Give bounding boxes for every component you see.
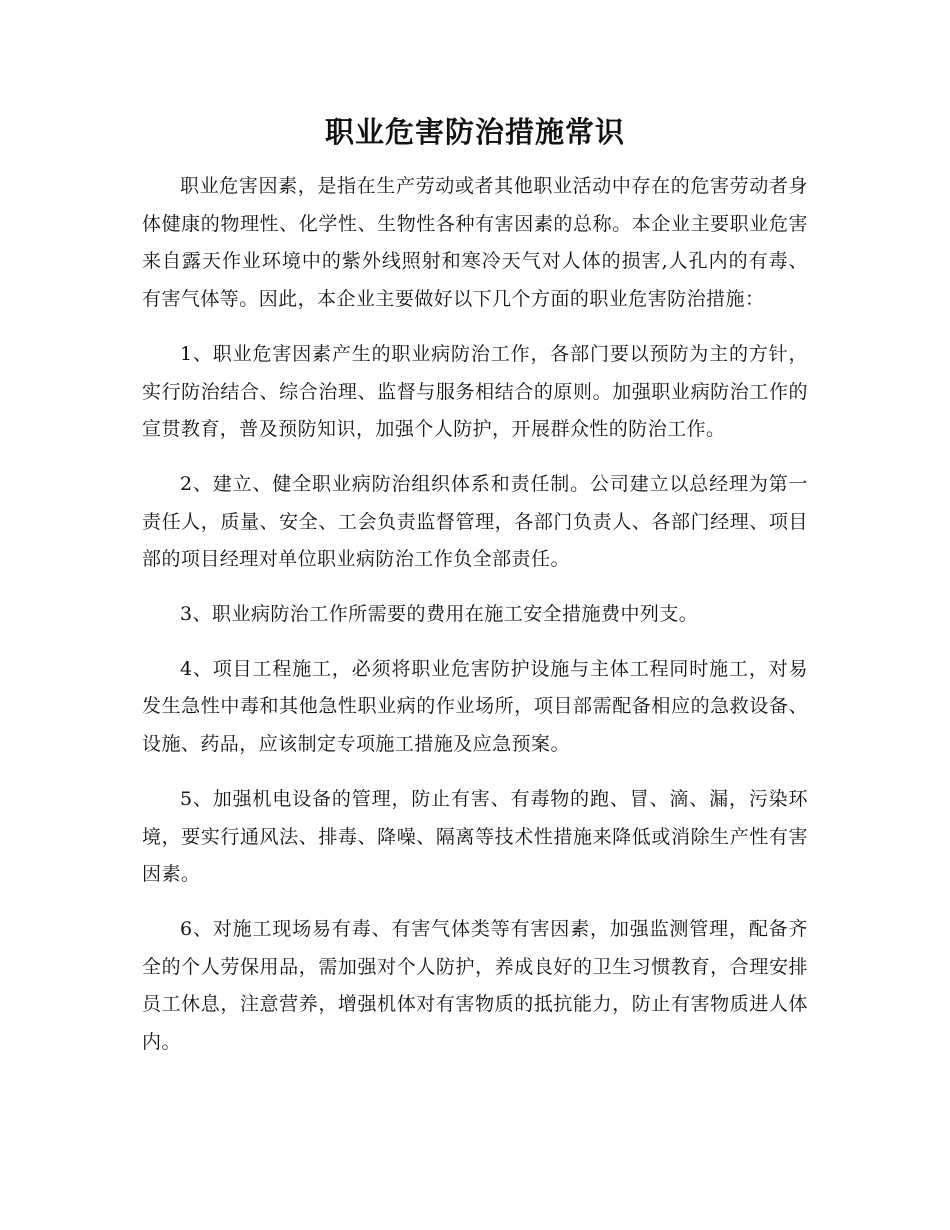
measure-paragraph-4: 4、项目工程施工，必须将职业危害防护设施与主体工程同时施工，对易发生急性中毒和其他急性职业病的作业场所，项目部需配备相应的急救设备、设施、药品，应该制定专项施工措施及应急预案。 <box>142 657 808 756</box>
document-page <box>142 0 808 1062</box>
measure-paragraph-1: 1、职业危害因素产生的职业病防治工作，各部门要以预防为主的方针，实行防治结合、综合治理、监督与服务相结合的原则。加强职业病防治工作的宣贯教育，普及预防知识，加强个人防护，开展群众性的防治工作。 <box>142 342 808 441</box>
page-title: 职业危害防治措施常识 <box>324 115 625 149</box>
measure-paragraph-5: 5、加强机电设备的管理，防止有害、有毒物的跑、冒、滴、漏，污染环境，要实行通风法、排毒、降噪、隔离等技术性措施来降低或消除生产性有害因素。 <box>142 787 808 886</box>
measure-paragraph-3: 3、职业病防治工作所需要的费用在施工安全措施费中列支。 <box>180 603 699 626</box>
measure-paragraph-2: 2、建立、健全职业病防治组织体系和责任制。公司建立以总经理为第一责任人，质量、安全、工会负责监督管理，各部门负责人、各部门经理、项目部的项目经理对单位职业病防治工作负全部责任。 <box>142 472 808 571</box>
intro-paragraph: 职业危害因素，是指在生产劳动或者其他职业活动中存在的危害劳动者身体健康的物理性、化学性、生物性各种有害因素的总称。本企业主要职业危害来自露天作业环境中的紫外线照射和寒冷天气对人体的损害,人孔内的有毒、有害气体等。因此，本企业主要做好以下几个方面的职业危害防治措施： <box>142 175 808 311</box>
measure-paragraph-6: 6、对施工现场易有毒、有害气体类等有害因素，加强监测管理，配备齐全的个人劳保用品，需加强对个人防护，养成良好的卫生习惯教育，合理安排员工休息，注意营养，增强机体对有害物质的抵抗能力，防止有害物质进人体内。 <box>142 917 808 1054</box>
